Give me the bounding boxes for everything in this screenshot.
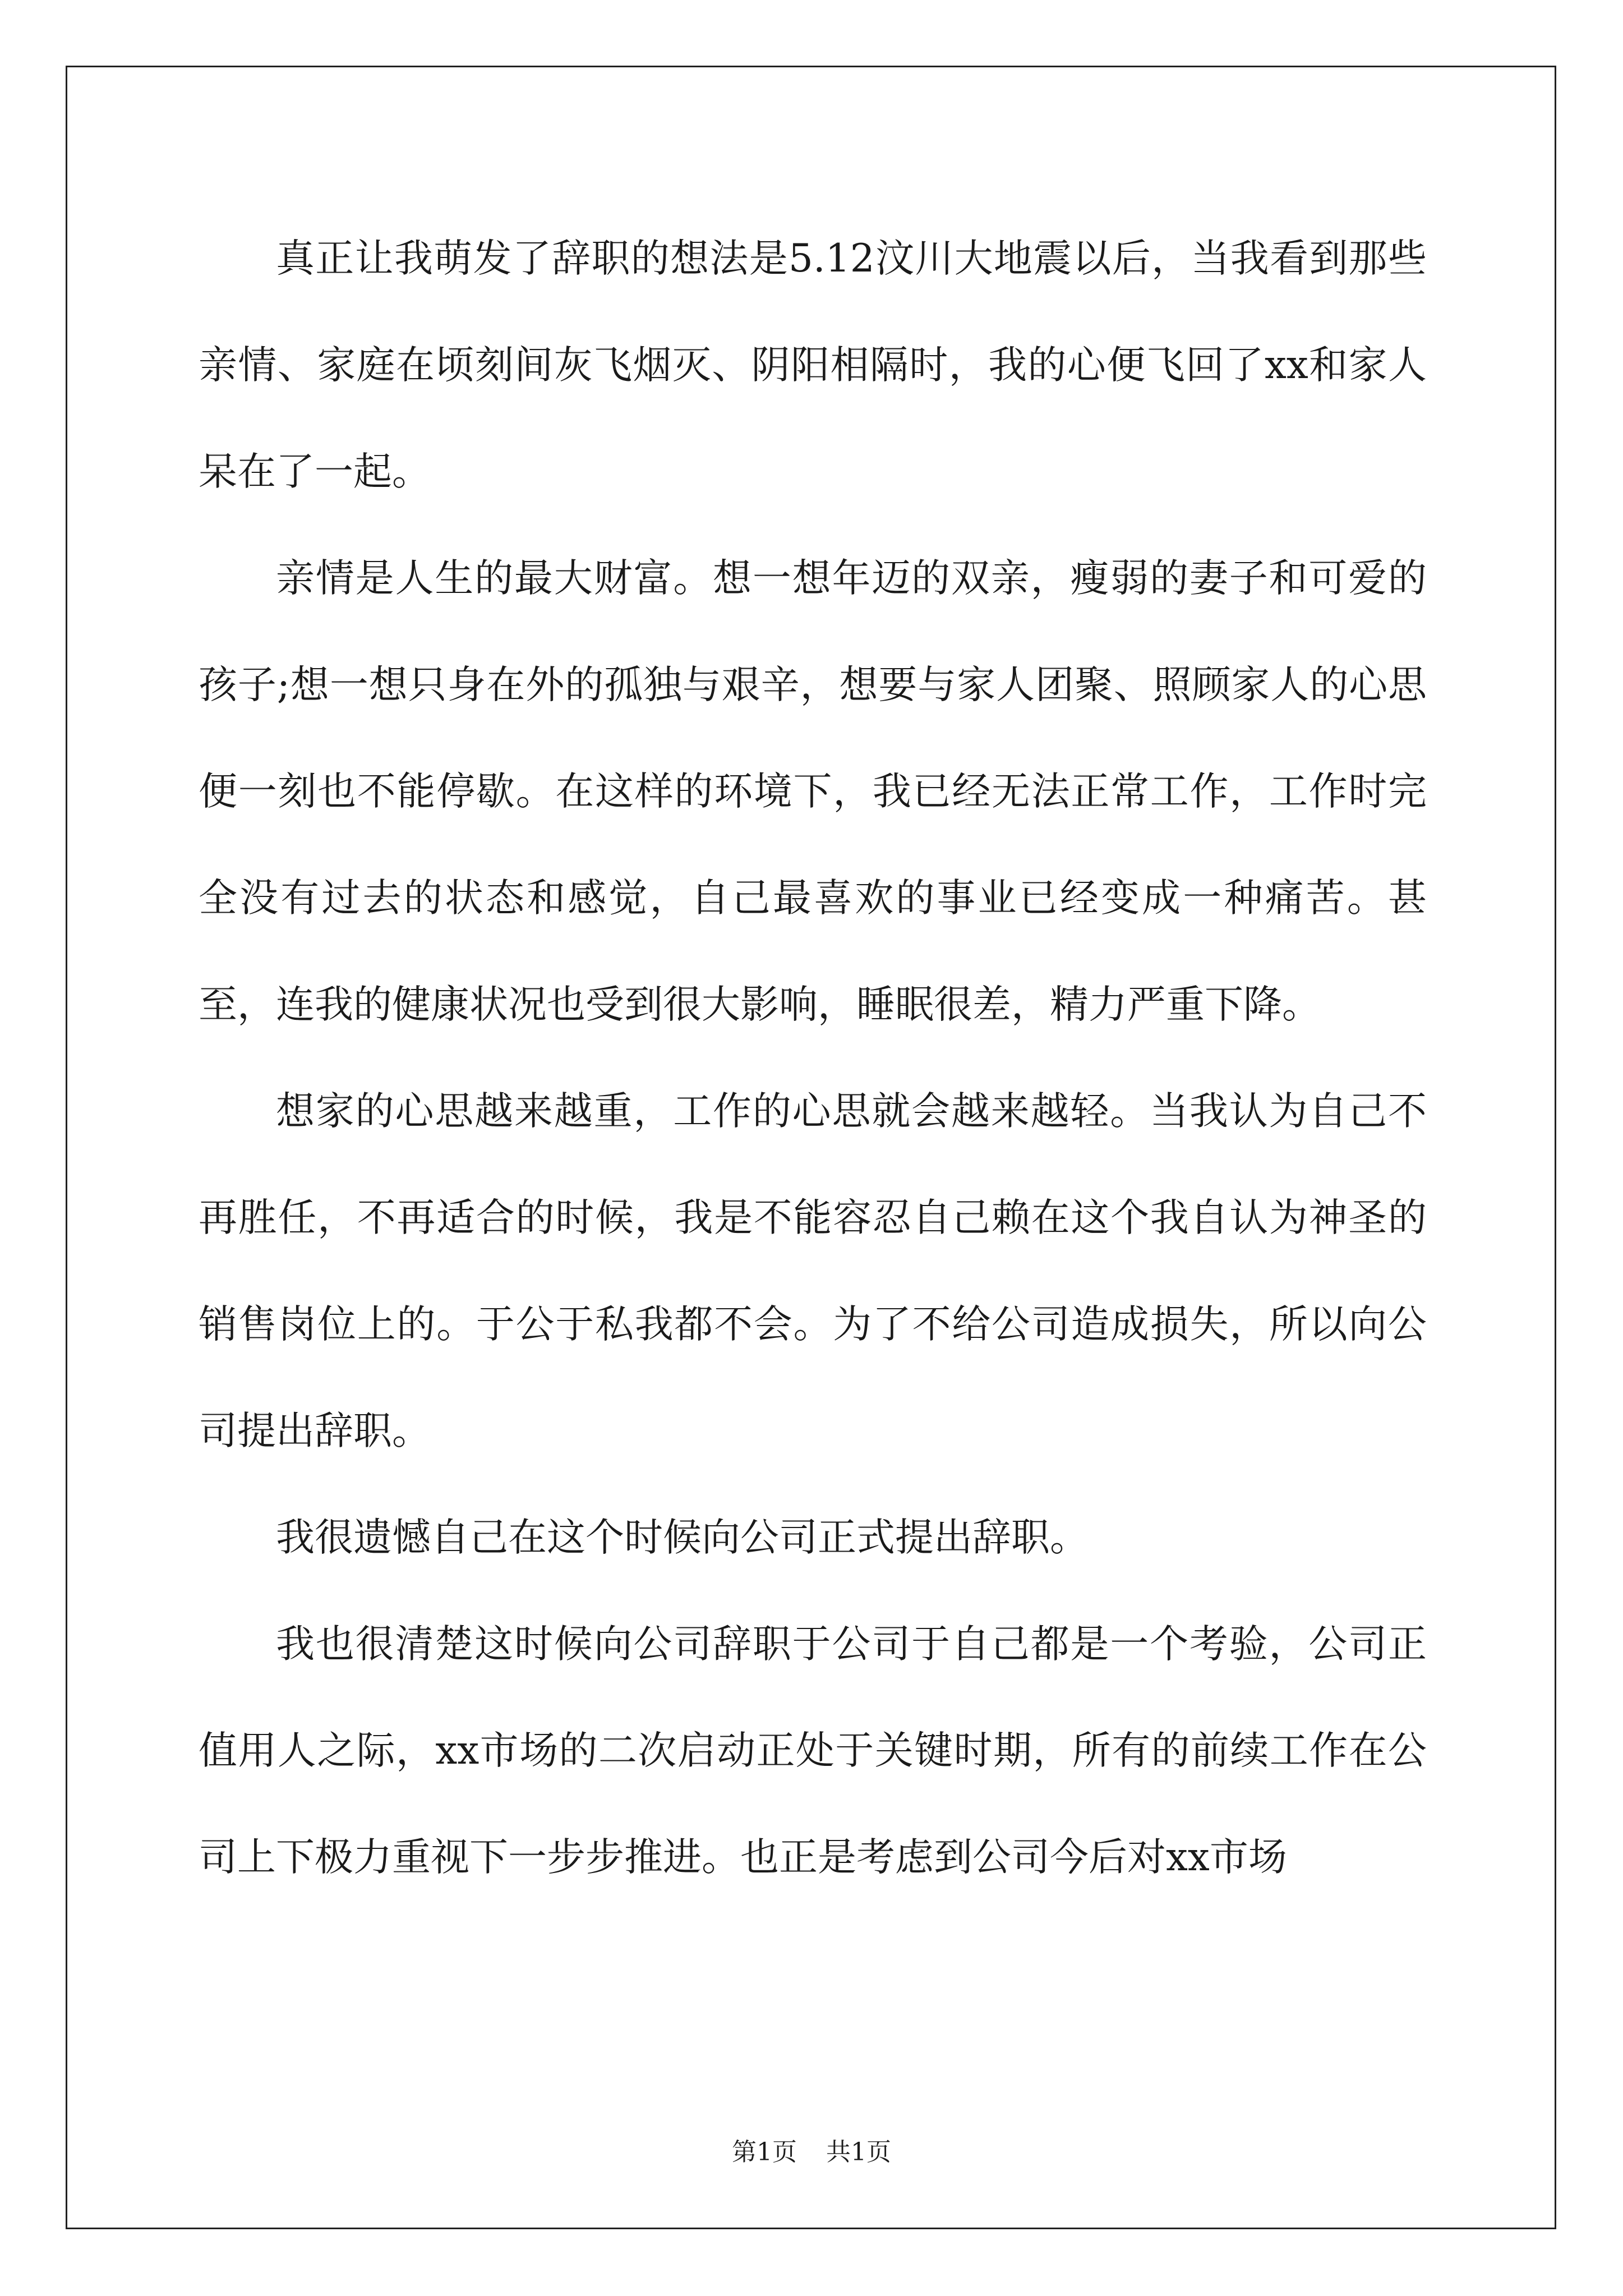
page-number: 第1页 <box>732 2138 797 2166</box>
document-body <box>199 205 1427 1911</box>
paragraph: 我很遗憾自己在这个时候向公司正式提出辞职。 <box>276 1515 1089 1560</box>
paragraph: 亲情是人生的最大财富。想一想年迈的双亲，瘦弱的妻子和可爱的孩子;想一想只身在外的孤独与艰辛，想要与家人团聚、照顾家人的心思便一刻也不能停歇。在这样的环境下，我已经无法正常工作，工作时完全没有过去的状态和感觉，自己最喜欢的事业已经变成一种痛苦。甚至，连我的健康状况也受到很大影响，睡眠很差，精力严重下降。 <box>199 556 1427 1027</box>
page-count: 共1页 <box>826 2138 891 2166</box>
paragraph: 我也很清楚这时候向公司辞职于公司于自己都是一个考验，公司正值用人之际，xx市场的二次启动正处于关键时期，所有的前续工作在公司上下极力重视下一步步推进。也正是考虑到公司今后对xx市场 <box>199 1622 1427 1880</box>
paragraph: 想家的心思越来越重，工作的心思就会越来越轻。当我认为自己不再胜任，不再适合的时候，我是不能容忍自己赖在这个我自认为神圣的销售岗位上的。于公于私我都不会。为了不给公司造成损失，所以向公司提出辞职。 <box>199 1089 1427 1453</box>
page-footer <box>0 2132 1623 2168</box>
paragraph: 真正让我萌发了辞职的想法是5.12汶川大地震以后，当我看到那些亲情、家庭在顷刻间灰飞烟灭、阴阳相隔时，我的心便飞回了xx和家人呆在了一起。 <box>199 236 1427 494</box>
